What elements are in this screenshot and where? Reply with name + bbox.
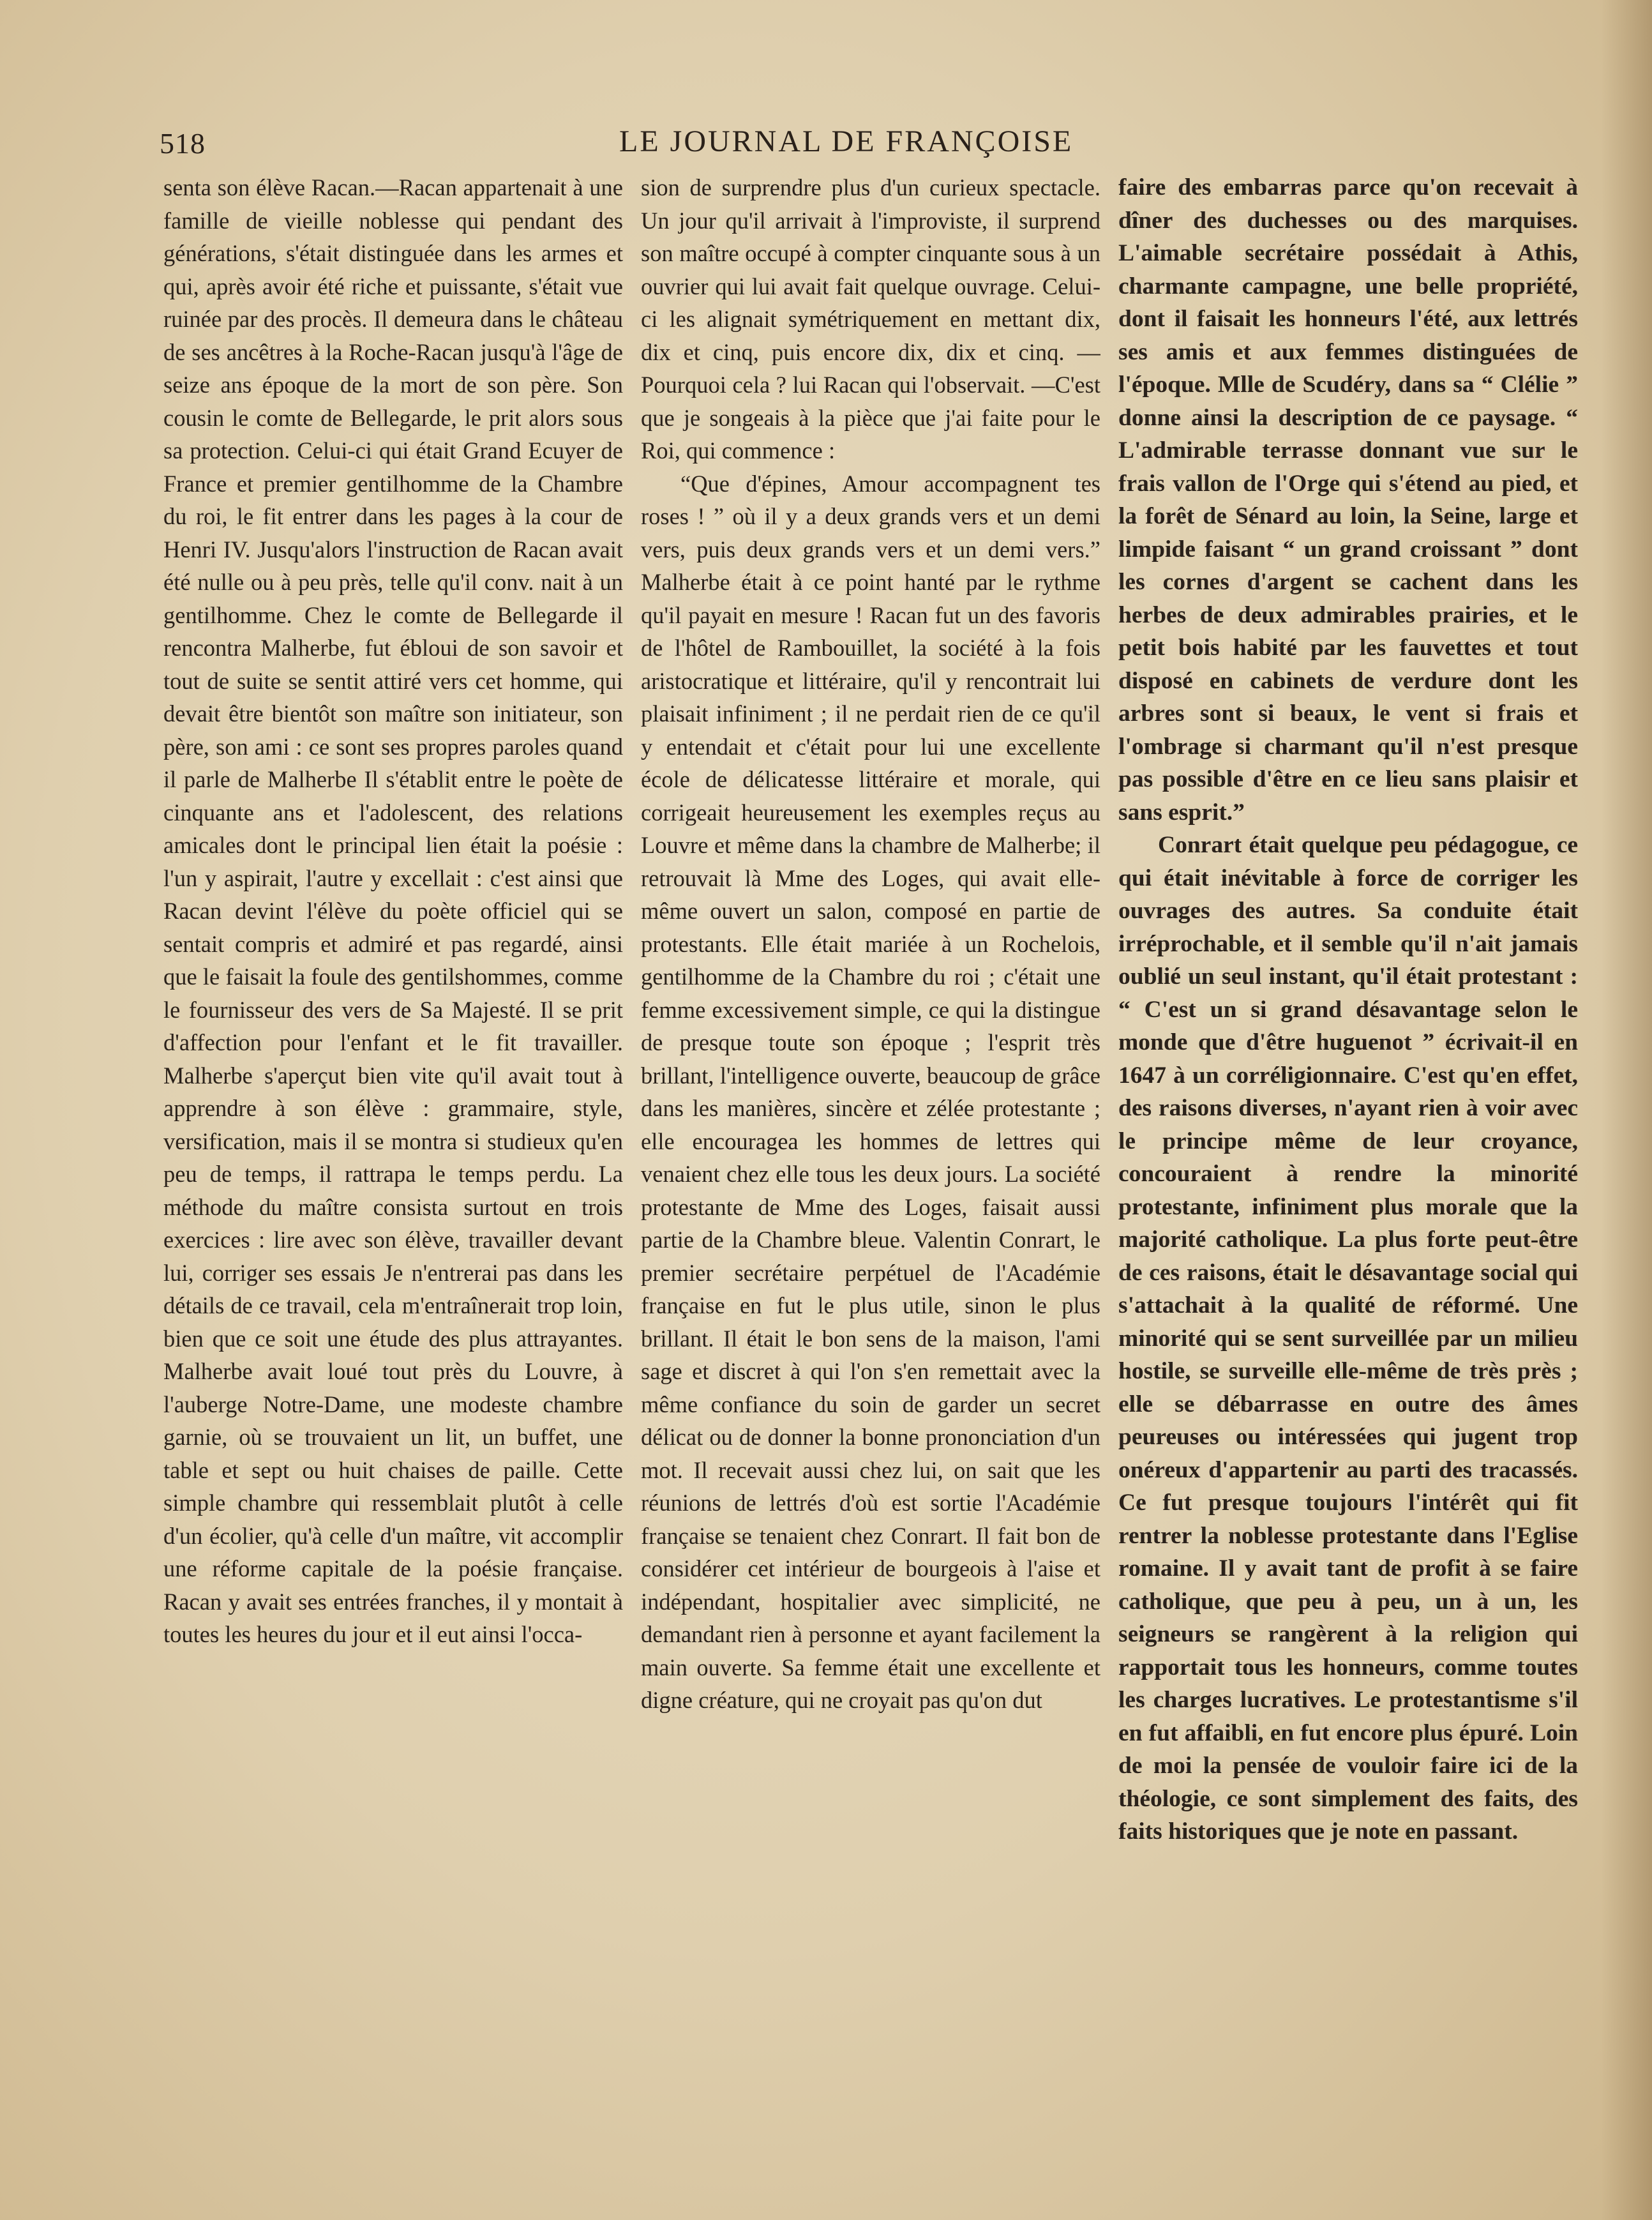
column-1 bbox=[163, 171, 623, 2080]
column-3 bbox=[1118, 171, 1578, 2080]
paragraph: faire des embarras parce qu'on recevait à dîner des duchesses ou des marquises. L'aimable secrétaire possédait à Athis, charmante campagne, une belle propriété, dont il faisait les honneurs l'été, aux lettrés ses amis et aux femmes distinguées de l'époque. Mlle de Scudéry, dans sa “ Clélie ” donne ainsi la description de ce paysage. “ L'admirable terrasse donnant vue sur le frais vallon de l'Orge qui s'étend au pied, et la forêt de Sénard au loin, la Seine, large et limpide faisant “ un grand croissant ” dont les cornes d'argent se cachent dans les herbes de deux admirables prairies, et le petit bois habité par les fauvettes et tout disposé en cabinets de verdure dont les arbres sont si beaux, le vent si frais et l'ombrage si charmant qu'il n'est presque pas possible d'être en ce lieu sans plaisir et sans esprit.” bbox=[1118, 174, 1578, 826]
page-header bbox=[160, 120, 1583, 165]
paragraph: senta son élève Racan.—Racan appartenait à une famille de vieille noblesse qui pendant des générations, s'était distinguée dans les armes et qui, après avoir été riche et puissante, s'était vue ruinée par des procès. Il demeura dans le château de ses ancêtres à la Roche-Racan jusqu'à l'âge de seize ans époque de la mort de son père. Son cousin le comte de Bellegarde, le prit alors sous sa protection. Celui-ci qui était Grand Ecuyer de France et premier gentilhomme de la Chambre du roi, le fit entrer dans les pages à la cour de Henri IV. Jusqu'alors l'instruction de Racan avait été nulle ou à peu près, telle qu'il conv. nait à un gentilhomme. Chez le comte de Bellegarde il rencontra Malherbe, fut ébloui de son savoir et tout de suite se sentit attiré vers cet homme, qui devait être bientôt son maître son initiateur, son père, son ami : ce sont ses propres paroles quand il parle de Malherbe Il s'établit entre le poète de cinquante ans et l'adolescent, des relations amicales dont le principal lien était la poésie : l'un y aspirait, l'autre y excellait : c'est ainsi que Racan devint l'élève du poète officiel qui se sentait compris et admiré et pas regardé, ainsi que le faisait la foule des gentilshommes, comme le fournisseur des vers de Sa Majesté. Il se prit d'affection pour l'enfant et le fit travailler. Malherbe s'aperçut bien vite qu'il avait tout à apprendre à son élève : grammaire, style, versification, mais il se montra si studieux qu'en peu de temps, il rattrapa le temps perdu. La méthode du maître consista surtout en trois exercices : lire avec son élève, travailler devant lui, corriger ses essais Je n'entrerai pas dans les détails de ce travail, cela m'entraînerait trop loin, bien que ce soit une étude des plus attrayantes. Malherbe avait loué tout près du Louvre, à l'auberge Notre-Dame, une modeste chambre garnie, où se trouvaient un lit, un buffet, une table et sept ou huit chaises de paille. Cette simple chambre qui ressemblait plutôt à celle d'un écolier, qu'à celle d'un maître, vit accomplir une réforme capitale de la poésie française. Racan y avait ses entrées franches, il y montait à toutes les heures du jour et il eut ainsi l'occa- bbox=[163, 174, 623, 1647]
paragraph: sion de surprendre plus d'un curieux spectacle. Un jour qu'il arrivait à l'improviste, il surprend son maître occupé à compter cinquante sous à un ouvrier qui lui avait fait quelque ouvrage. Celui-ci les alignait symétriquement en mettant dix, dix et cinq, puis encore dix, dix et cinq. — Pourquoi cela ? lui Racan qui l'observait. —C'est que je songeais à la pièce que j'ai faite pour le Roi, qui commence : bbox=[641, 174, 1100, 464]
running-title: LE JOURNAL DE FRANÇOISE bbox=[619, 125, 1074, 158]
page-number: 518 bbox=[160, 127, 206, 160]
page-edge-shadow bbox=[1601, 0, 1652, 2220]
column-2 bbox=[641, 171, 1100, 2080]
paragraph: Conrart était quelque peu pédagogue, ce qui était inévitable à force de corriger les ouvrages des autres. Sa conduite était irréprochable, et il semble qu'il n'ait jamais oublié un seul instant, qu'il était protestant : “ C'est un si grand désavantage selon le monde que d'être huguenot ” écrivait-il en 1647 à un corréligionnaire. C'est qu'en effet, des raisons diverses, n'ayant rien à voir avec le principe même de leur croyance, concouraient à rendre la minorité protestante, infiniment plus morale que la majorité catholique. La plus forte peut-être de ces raisons, était le désavantage social qui s'attachait à la qualité de réformé. Une minorité qui se sent surveillée par un milieu hostile, se surveille elle-même de très près ; elle se débarrasse en outre des âmes peureuses ou intéressées qui jugent trop onéreux d'appartenir au parti des tracassés. Ce fut presque toujours l'intérêt qui fit rentrer la noblesse protestante dans l'Eglise romaine. Il y avait tant de profit à se faire catholique, que peu à peu, un à un, les seigneurs se rangèrent à la religion qui rapportait tous les honneurs, comme toutes les charges lucratives. Le protestantisme s'il en fut affaibli, en fut encore plus épuré. Loin de moi la pensée de vouloir faire ici de la théologie, ce sont simplement des faits, des faits historiques que je note en passant. bbox=[1118, 832, 1578, 1845]
paragraph: “Que d'épines, Amour accompagnent tes roses ! ” où il y a deux grands vers et un demi vers, puis deux grands vers et un demi vers.” Malherbe était à ce point hanté par le rythme qu'il payait en mesure ! Racan fut un des favoris de l'hôtel de Rambouillet, la société à la fois aristocratique et littéraire, qu'il y rencontrait lui plaisait infiniment ; il ne perdait rien de ce qu'il y entendait et c'était pour lui une excellente école de délicatesse littéraire et morale, qui corrigeait heureusement les exemples reçus au Louvre et même dans la chambre de Malherbe; il retrouvait là Mme des Loges, qui avait elle-même ouvert un salon, composé en partie de protestants. Elle était mariée à un Rochelois, gentilhomme de la Chambre du roi ; c'était une femme excessivement simple, ce qui la distingue de presque toute son époque ; l'esprit très brillant, l'intelligence ouverte, beaucoup de grâce dans les manières, sincère et zélée protestante ; elle encouragea les hommes de lettres qui venaient chez elle tous les deux jours. La société protestante de Mme des Loges, faisait aussi partie de la Chambre bleue. Valentin Conrart, le premier secrétaire perpétuel de l'Académie française en fut le plus utile, sinon le plus brillant. Il était le bon sens de la maison, l'ami sage et discret à qui l'on s'en remettait avec la même confiance du soin de garder un secret délicat ou de donner la bonne prononciation d'un mot. Il recevait aussi chez lui, on sait que les réunions de lettrés d'où est sortie l'Académie française se tenaient chez Conrart. Il fait bon de considérer cet intérieur de bourgeois à l'aise et indépendant, hospitalier avec simplicité, ne demandant rien à personne et ayant facilement la main ouverte. Sa femme était une excellente et digne créature, qui ne croyait pas qu'on dut bbox=[641, 470, 1100, 1713]
text-columns bbox=[163, 171, 1578, 2080]
